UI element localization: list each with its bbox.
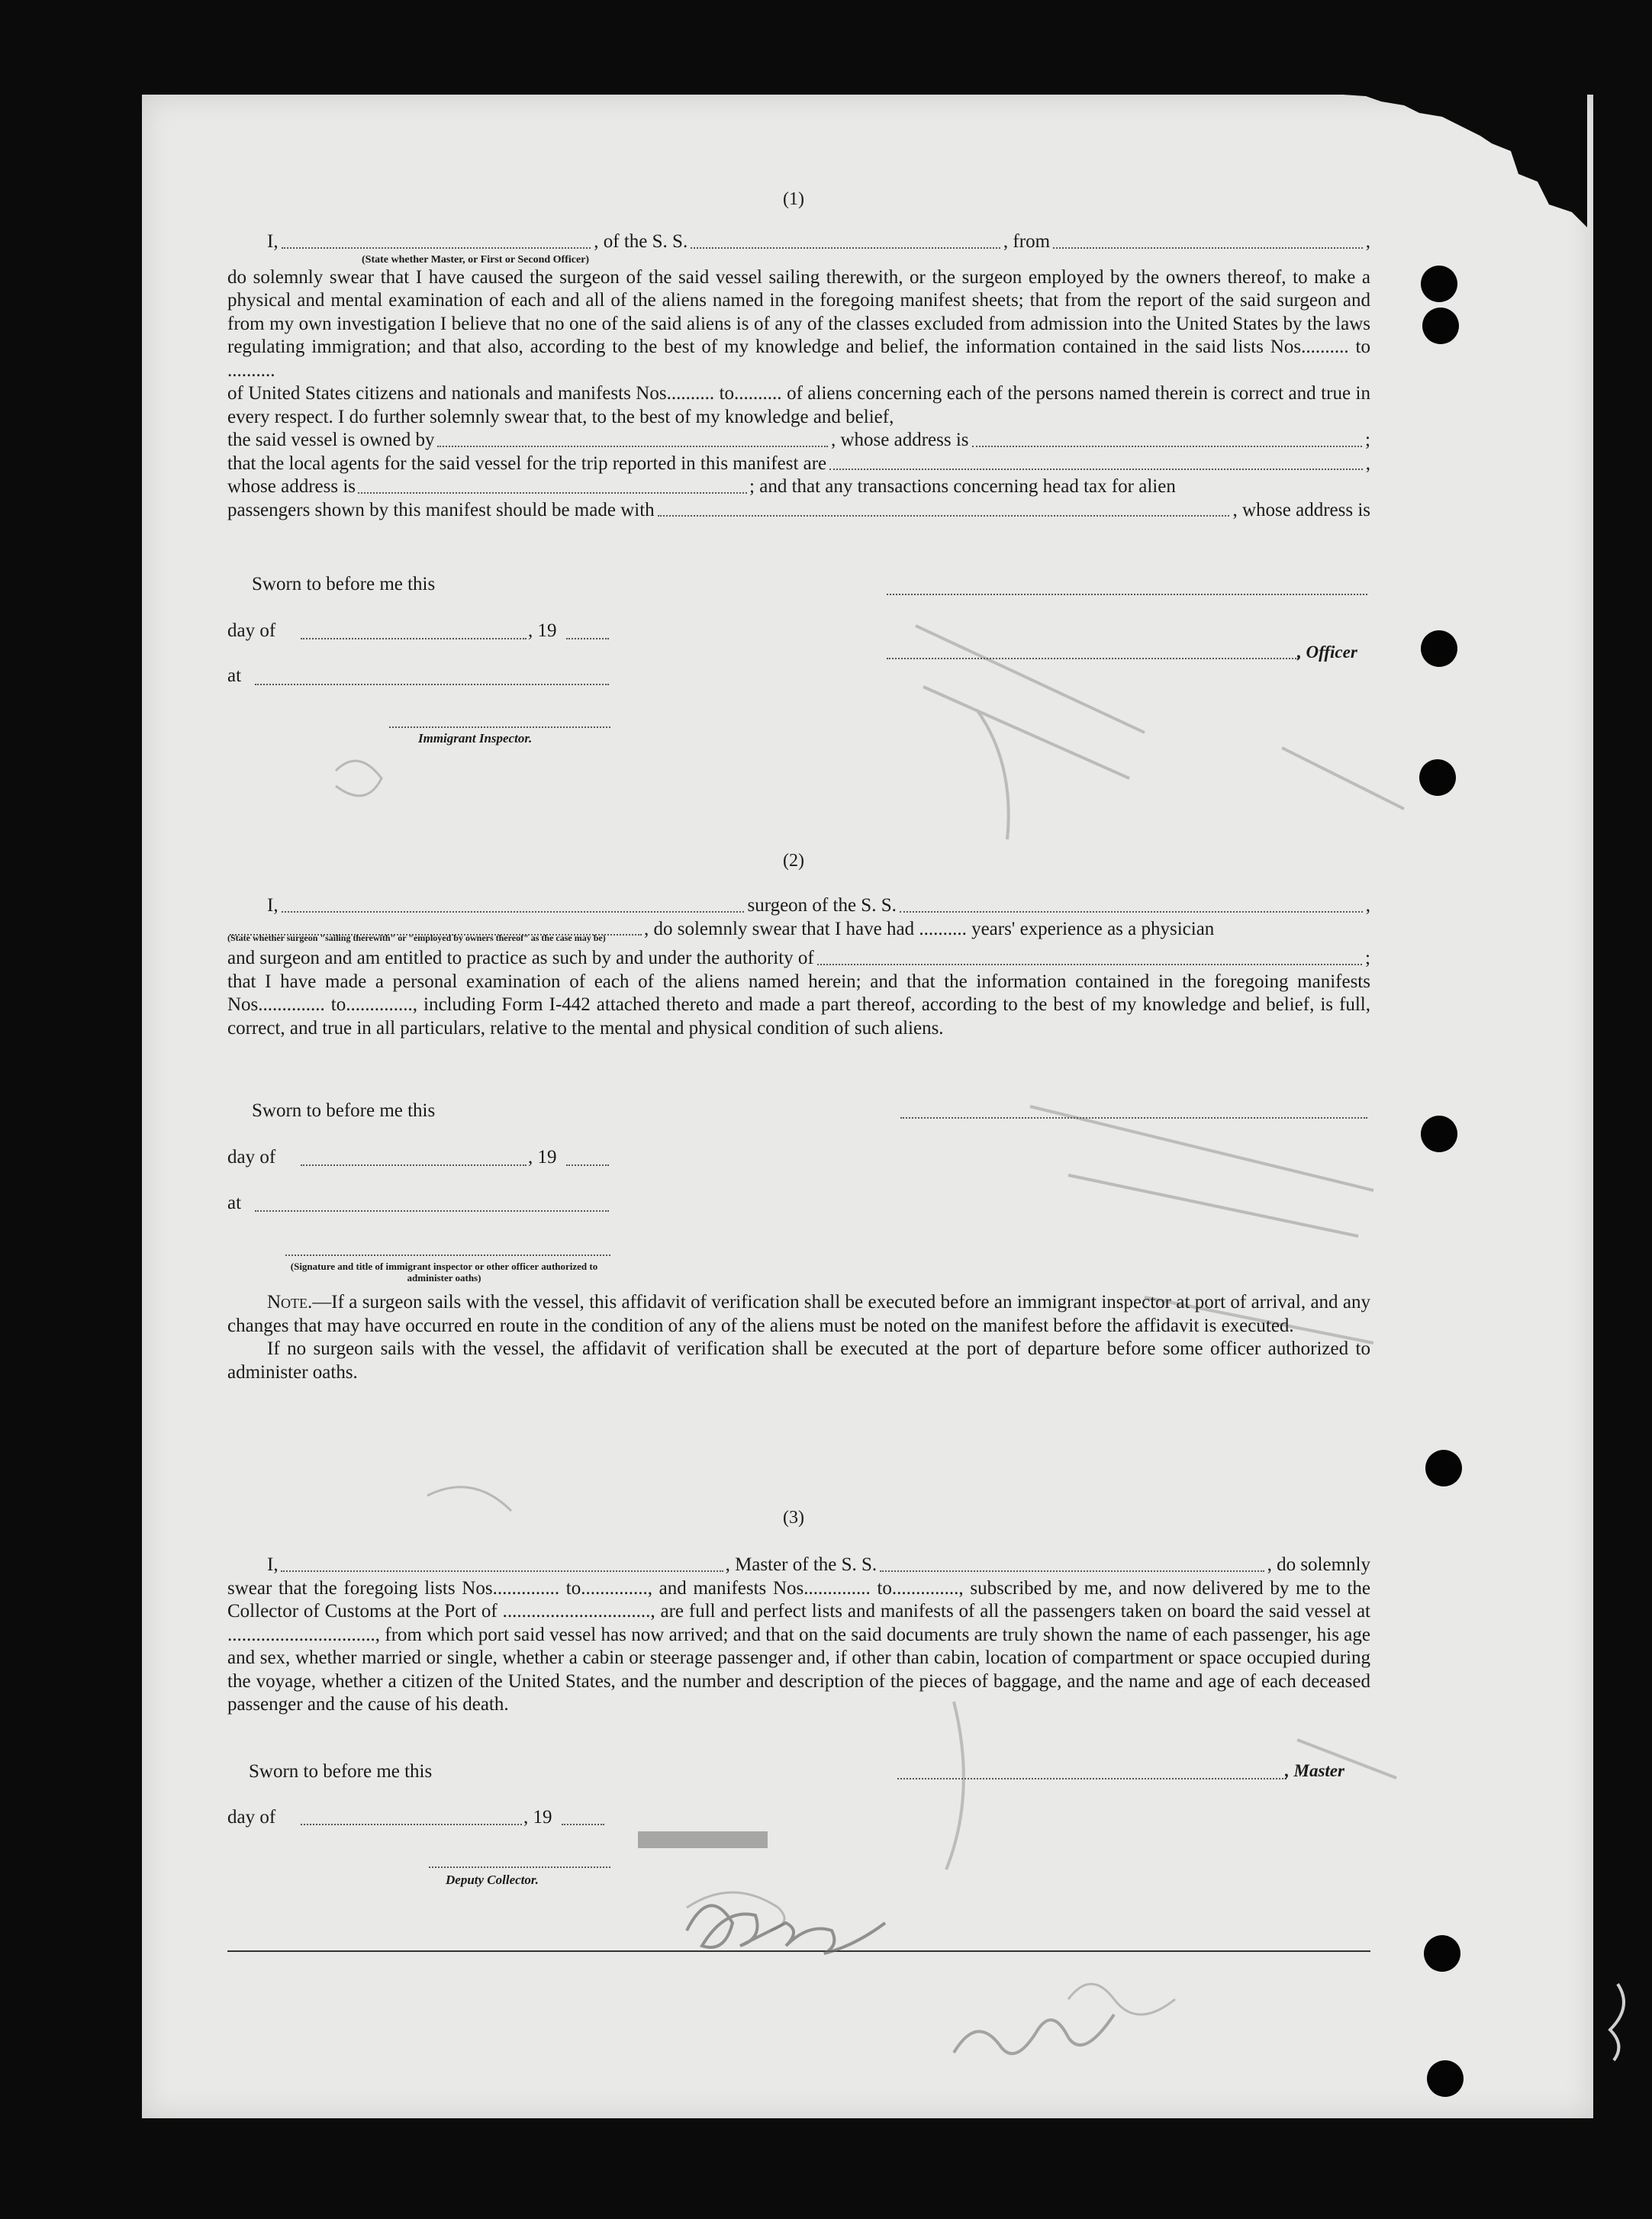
s2-at-field[interactable] xyxy=(255,1210,609,1212)
s3-year: , 19 xyxy=(523,1807,552,1828)
s1-body-1: do solemnly swear that I have caused the surgeon of the said vessel sailing therewith, or the surgeon employed by the owners thereof, to make a physical and mental examination of each and all of the aliens named in the foregoing manifest sheets; that from the report of the said surgeon and from my own investigation I believe that no one of the said aliens is of any of the classes excluded from admission into the United States by the laws regulating immigration; and that also, according to the best of my knowledge and belief, the information contained in the said lists Nos.......... to .......... xyxy=(227,266,1370,381)
s1-year: , 19 xyxy=(528,620,557,641)
s3-master-signature-line[interactable] xyxy=(897,1778,1286,1779)
section-1: I, , of the S. S. , from , (State whether Master, or First or Second Officer) do solemnly swear that I have caused the surgeon of the said vessel sailing therewith, or the surgeon employed by the owners thereof, to make a physical and mental examination of each and all of the aliens named in the foregoing manifest sheets; that from the report of the said surgeon and from my own investigation I believe that no one of the said aliens is of any of the classes excluded from admission into the United States by the laws regulating immigration; and that also, according to the best of my knowledge and belief, the information contained in the said lists Nos.......... to .......... of United States citizens and nationals and manifests Nos.......... to.......... of aliens concerning each of the persons named therein is correct and true in every respect. I do further solemnly swear that, to the best of my knowledge and belief, the said vessel is owned by , whose address is ; that the local agents for the said vessel for the trip reported in this manifest are , whose address is ; and that any transactions concerning head tax for alien passengers shown by this manifest should be made with , whose address is xyxy=(227,230,1370,522)
s2-body: that I have made a personal examination of each of the aliens named herein; and that the information contained in the foregoing manifests Nos.............. to.............., including Form I-442 attached thereto and made a part thereof, according to the best of my knowledge and belief, is full, correct, and true in all particulars, relative to the mental and physical condition of such aliens. xyxy=(227,971,1370,1039)
s2-line1-mid: surgeon of the S. S. xyxy=(747,895,897,916)
s3-day-of: day of xyxy=(227,1807,276,1828)
s2-sworn: Sworn to before me this xyxy=(252,1100,436,1121)
s1-owned-a: the said vessel is owned by xyxy=(227,430,435,450)
section-2: I, surgeon of the S. S. , , do solemnly swear that I have had .......... years' experience as a physician (State whether surgeon "sailing therewith" or "employed by owners thereof" as the case may be) and surgeon and am entitled to practice as such by and under the authority of ; that I have made a personal examination of each of the aliens named herein; and that the information contained in the foregoing manifests Nos.............. to.............., including Form I-442 attached thereto and made a part thereof, according to the best of my knowledge and belief, is full, correct, and true in all particulars, relative to the mental and physical condition of such aliens. xyxy=(227,894,1370,1040)
note xyxy=(227,1291,1370,1384)
s1-owned-b: , whose address is xyxy=(831,430,969,450)
s1-officer-line[interactable] xyxy=(887,658,1299,659)
s1-caption: (State whether Master, or First or Second Officer) xyxy=(362,253,590,266)
s3-collector-signature-line[interactable] xyxy=(429,1866,610,1868)
s1-body-2: of United States citizens and nationals and manifests Nos.......... to.......... of aliens concerning each of the persons named therein is correct and true in every respect. I do further solemnly swear that, to the best of my knowledge and belief, xyxy=(227,383,1370,427)
s2-sig-caption: (Signature and title of immigrant inspector or other officer authorized to administer oaths) xyxy=(290,1261,598,1283)
s2-caption: (State whether surgeon "sailing therewith" or "employed by owners thereof" as the case may be) xyxy=(227,932,606,943)
s2-line1-start: I, xyxy=(267,895,279,916)
s1-passengers-a: passengers shown by this manifest should be made with xyxy=(227,499,655,520)
note-label: Note. xyxy=(267,1292,313,1312)
s2-officer-signature-line[interactable] xyxy=(285,1254,610,1256)
section-2-number: (2) xyxy=(783,851,804,871)
s2-vessel-field[interactable] xyxy=(900,910,1363,913)
s1-address-b: ; and that any transactions concerning head tax for alien xyxy=(749,476,1176,497)
s1-from-field[interactable] xyxy=(1053,246,1363,249)
s1-officer-signature-line[interactable] xyxy=(887,594,1367,595)
s1-at: at xyxy=(227,665,242,686)
s2-year: , 19 xyxy=(528,1147,557,1167)
s3-line1-c: , do solemnly xyxy=(1267,1554,1370,1575)
s1-passengers-b: , whose address is xyxy=(1232,499,1370,520)
s3-master-name-field[interactable] xyxy=(281,1570,723,1572)
section-3-number: (3) xyxy=(783,1508,804,1528)
s1-line1-end: , from xyxy=(1003,231,1051,252)
section-3 xyxy=(227,1554,1370,1717)
s2-surgeon-signature-line[interactable] xyxy=(900,1117,1367,1119)
s1-inspector-caption: Immigrant Inspector. xyxy=(418,731,533,746)
s1-vessel-field[interactable] xyxy=(691,246,1000,249)
s2-at: at xyxy=(227,1193,242,1213)
s1-officer-name-field[interactable] xyxy=(282,246,591,249)
section-1-number: (1) xyxy=(783,189,804,209)
s3-collector-caption: Deputy Collector. xyxy=(446,1873,539,1887)
s3-master-caption: , Master xyxy=(1285,1761,1344,1780)
s1-agents-field[interactable] xyxy=(829,468,1363,470)
s1-at-field[interactable] xyxy=(255,684,609,685)
handwritten-initials xyxy=(946,1984,1145,2076)
s1-line1-mid: , of the S. S. xyxy=(594,231,688,252)
s1-address-a: whose address is xyxy=(227,476,356,497)
s1-day-of: day of xyxy=(227,620,276,641)
s1-owner-field[interactable] xyxy=(437,445,828,447)
s2-year-field[interactable] xyxy=(566,1164,609,1166)
s1-head-tax-field[interactable] xyxy=(658,514,1230,517)
s3-vessel-field[interactable] xyxy=(880,1570,1264,1572)
s2-day-of: day of xyxy=(227,1147,276,1167)
s1-inspector-signature-line[interactable] xyxy=(389,726,610,728)
s3-body: swear that the foregoing lists Nos.............. to.............., and manifests Nos.............. to.............., subscribed by me, and now delivered by me to the Collector of Customs at the Port of ..............................., are full and perfect lists and manifests of all the passengers taken on board the said vessel at ..............................., from which port said vessel has now arrived; and that on the said documents are truly shown the name of each passenger, his age and sex, whether married or single, whether a cabin or steerage passenger and, if other than cabin, location of compartment or space occupied during the voyage, whether a citizen of the United States, and the number and description of the pieces of baggage, and the name and age of each deceased passenger and the cause of his death. xyxy=(227,1577,1370,1715)
s2-line3-a: and surgeon and am entitled to practice as such by and under the authority of xyxy=(227,948,814,968)
s1-owner-address-field[interactable] xyxy=(972,445,1363,447)
s2-line2: , do solemnly swear that I have had .......... years' experience as a physician xyxy=(644,918,1215,939)
note-text-2: If no surgeon sails with the vessel, the affidavit of verification shall be executed at the port of departure before some officer authorized to administer oaths. xyxy=(227,1338,1370,1383)
s3-line1-a: I, xyxy=(267,1554,279,1575)
s3-sworn: Sworn to before me this xyxy=(249,1761,433,1782)
s1-line1-start: I, xyxy=(267,231,279,252)
s1-year-field[interactable] xyxy=(566,638,609,639)
s1-agents: that the local agents for the said vessel for the trip reported in this manifest are xyxy=(227,452,827,474)
s2-authority-field[interactable] xyxy=(817,963,1362,965)
s3-day-field[interactable] xyxy=(301,1824,522,1825)
s3-line1-b: , Master of the S. S. xyxy=(725,1554,878,1575)
s2-day-field[interactable] xyxy=(301,1164,527,1166)
s1-sworn: Sworn to before me this xyxy=(252,574,436,594)
s2-surgeon-name-field[interactable] xyxy=(282,910,745,913)
handwritten-signature xyxy=(671,1877,946,1984)
s3-year-field[interactable] xyxy=(562,1824,604,1825)
s1-agents-address-field[interactable] xyxy=(358,492,747,494)
s1-day-field[interactable] xyxy=(301,638,527,639)
s1-officer-caption: , Officer xyxy=(1297,643,1357,662)
note-text-1: —If a surgeon sails with the vessel, this affidavit of verification shall be executed before an immigrant inspector at port of arrival, and any changes that may have occurred en route in the condition of any of the aliens must be noted on the manifest before the affidavit is executed. xyxy=(227,1292,1370,1336)
